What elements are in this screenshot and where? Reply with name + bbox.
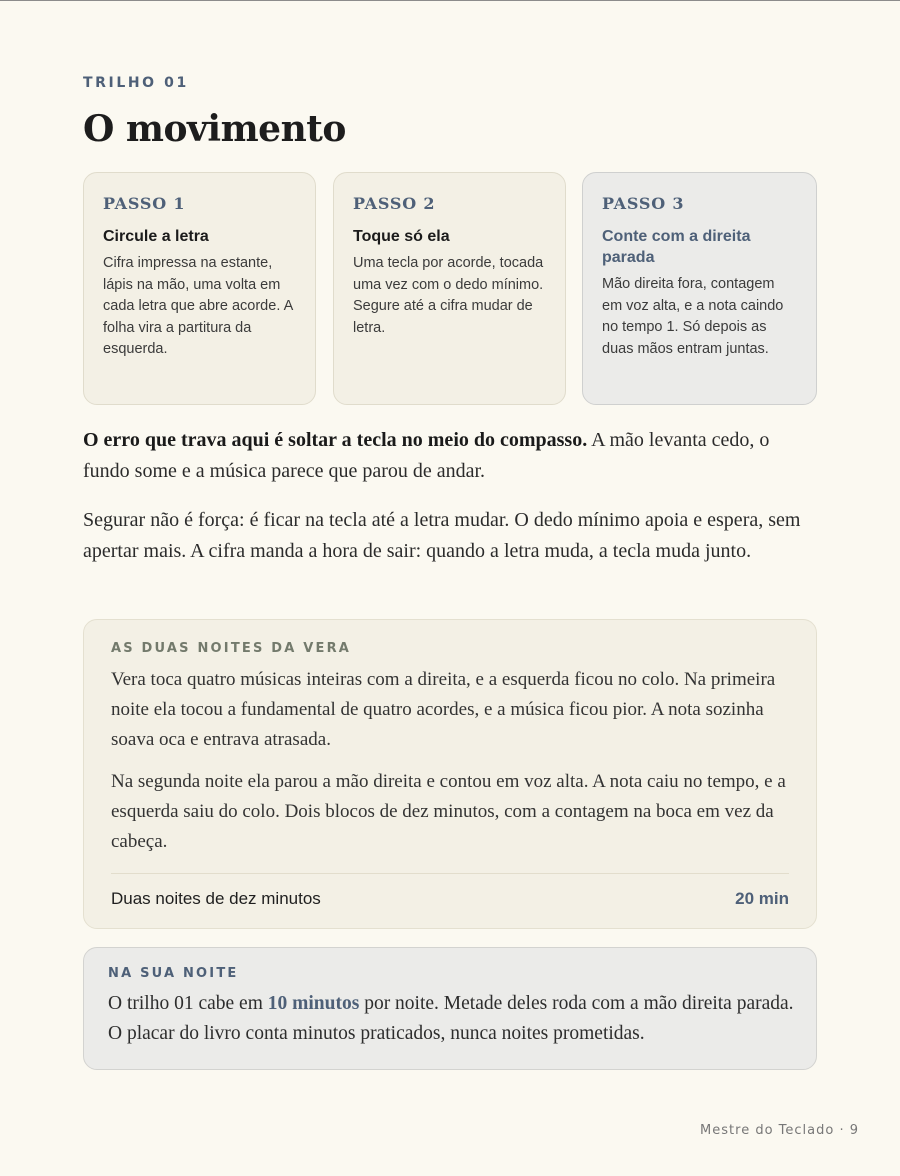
- note-kicker: NA SUA NOITE: [108, 966, 239, 981]
- step-body: Cifra impressa na estante, lápis na mão, uma volta em cada letra que abre acorde. A folha vira a partitura da esquerda.: [103, 255, 293, 358]
- step-body: Uma tecla por acorde, tocada uma vez com o dedo mínimo. Segure até a cifra mudar de letra.: [353, 255, 544, 336]
- note-box: [83, 947, 817, 1070]
- intro-emphasis: O erro que trava aqui é soltar a tecla no meio do compasso.: [83, 429, 588, 451]
- step-label: PASSO 1: [103, 194, 186, 213]
- intro-paragraph-2: Segurar não é força: é ficar na tecla até a letra mudar. O dedo mínimo apoia e espera, sem apertar mais. A cifra manda a hora de sair: quando a letra muda, a tecla muda junto.: [83, 509, 801, 562]
- steps-row: [83, 172, 817, 407]
- story-box: [83, 619, 817, 929]
- story-divider: [111, 873, 789, 874]
- story-paragraph-1: Vera toca quatro músicas inteiras com a direita, e a esquerda ficou no colo. Na primeira noite ela tocou a fundamental de quatro acordes, e a música ficou pior. A nota sozinha soava oca e entrava atrasada.: [111, 669, 776, 750]
- step-label: PASSO 3: [602, 194, 685, 213]
- note-text: [108, 989, 798, 1049]
- section-kicker: TRILHO 01: [83, 75, 189, 91]
- story-footer-value: 20 min: [735, 889, 789, 908]
- step-card-1: [83, 172, 316, 405]
- story-kicker: AS DUAS NOITES DA VERA: [111, 641, 352, 656]
- note-text-before: O trilho 01 cabe em: [108, 993, 268, 1014]
- step-heading: Conte com a direita parada: [602, 228, 751, 266]
- page-title: O movimento: [83, 108, 346, 150]
- step-card-3: [582, 172, 817, 405]
- note-text-after: por noite. Metade deles roda com a mão direita parada. O placar do livro conta minutos praticados, nunca noites prometidas.: [108, 993, 794, 1044]
- note-highlight: 10 minutos: [267, 993, 360, 1014]
- step-label: PASSO 2: [353, 194, 436, 213]
- step-card-2: [333, 172, 566, 405]
- step-heading: Toque só ela: [353, 228, 450, 245]
- intro-text: A mão levanta cedo, o fundo some e a música parece que parou de andar.: [83, 429, 770, 482]
- intro-paragraph-1: [83, 425, 813, 487]
- step-heading: Circule a letra: [103, 228, 209, 245]
- story-paragraph-2: Na segunda noite ela parou a mão direita e contou em voz alta. A nota caiu no tempo, e a esquerda saiu do colo. Dois blocos de dez minutos, com a contagem na boca em vez da cabeça.: [111, 771, 786, 852]
- page-footer: Mestre do Teclado · 9: [700, 1123, 859, 1138]
- step-body: Mão direita fora, contagem em voz alta, e a nota caindo no tempo 1. Só depois as duas mãos entram juntas.: [602, 276, 784, 357]
- story-footer-label: Duas noites de dez minutos: [111, 889, 321, 908]
